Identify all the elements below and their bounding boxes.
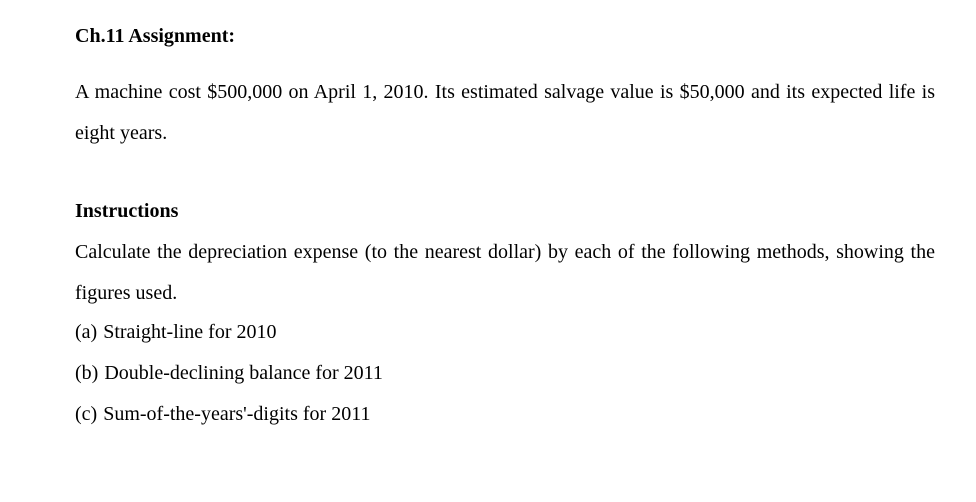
list-item-label: (c) (75, 403, 98, 425)
instructions-text: Calculate the depreciation expense (to the nearest dollar) by each of the following methods, showing the figures used. (75, 241, 935, 304)
problem-statement: A machine cost $500,000 on April 1, 2010. Its estimated salvage value is $50,000 and its expected life is eight years. (75, 81, 935, 144)
instructions-heading: Instructions (75, 200, 179, 222)
list-item-label: (a) (75, 321, 98, 343)
page-title: Ch.11 Assignment: (75, 25, 236, 47)
list-item-text: Sum-of-the-years'-digits for 2011 (103, 403, 371, 425)
list-item-text: Straight-line for 2010 (103, 321, 277, 343)
list-item-text: Double-declining balance for 2011 (104, 362, 383, 384)
list-item (75, 312, 383, 353)
list-item (75, 353, 383, 394)
list-item-label: (b) (75, 362, 99, 384)
list-item (75, 394, 383, 435)
methods-list (75, 312, 383, 435)
